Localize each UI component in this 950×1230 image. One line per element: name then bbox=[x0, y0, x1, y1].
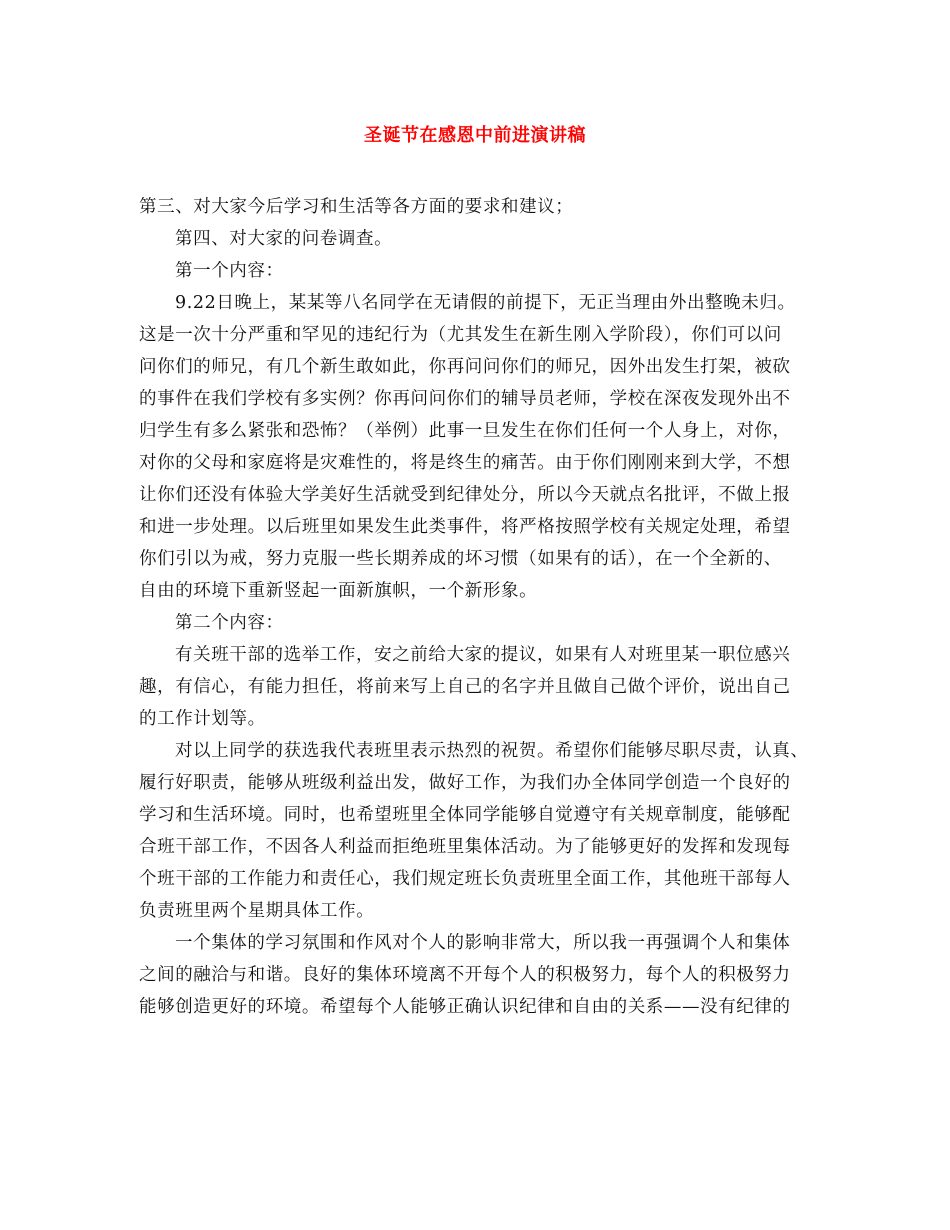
text-line: 问你们的师兄，有几个新生敢如此，你再问问你们的师兄，因外出发生打架，被砍 bbox=[139, 357, 791, 377]
section-heading: 第二个内容： bbox=[175, 613, 284, 633]
text-line: 履行好职责，能够从班级利益出发，做好工作，为我们办全体同学创造一个良好的 bbox=[139, 773, 791, 793]
text-line: 第三、对大家今后学习和生活等各方面的要求和建议； bbox=[139, 197, 574, 217]
text-line: 有关班干部的选举工作，安之前给大家的提议，如果有人对班里某一职位感兴 bbox=[175, 645, 791, 665]
section-heading: 第一个内容： bbox=[175, 261, 284, 281]
text-line: 的工作计划等。 bbox=[139, 709, 266, 729]
text-line: 学习和生活环境。同时，也希望班里全体同学能够自觉遵守有关规章制度，能够配 bbox=[139, 805, 791, 825]
text-line: 让你们还没有体验大学美好生活就受到纪律处分，所以今天就点名批评，不做上报 bbox=[139, 485, 791, 505]
text-line: 的事件在我们学校有多实例？你再问问你们的辅导员老师，学校在深夜发现外出不 bbox=[139, 389, 791, 409]
text-line: 能够创造更好的环境。希望每个人能够正确认识纪律和自由的关系——没有纪律的 bbox=[139, 997, 791, 1017]
text-line: 个班干部的工作能力和责任心，我们规定班长负责班里全面工作，其他班干部每人 bbox=[139, 869, 791, 889]
text-line: 和进一步处理。以后班里如果发生此类事件，将严格按照学校有关规定处理，希望 bbox=[139, 517, 791, 537]
text-line: 你们引以为戒，努力克服一些长期养成的坏习惯（如果有的话），在一个全新的、 bbox=[139, 549, 782, 569]
text-line: 负责班里两个星期具体工作。 bbox=[139, 901, 375, 921]
text-line: 自由的环境下重新竖起一面新旗帜，一个新形象。 bbox=[139, 581, 538, 601]
document-body bbox=[139, 191, 814, 1023]
text-line: 对以上同学的获选我代表班里表示热烈的祝贺。希望你们能够尽职尽责，认真、 bbox=[175, 741, 809, 761]
text-line: 之间的融洽与和谐。良好的集体环境离不开每个人的积极努力，每个人的积极努力 bbox=[139, 965, 791, 985]
text-line: 9.22日晚上，某某等八名同学在无请假的前提下，无正当理由外出整晚未归。 bbox=[175, 293, 796, 313]
text-line: 一个集体的学习氛围和作风对个人的影响非常大，所以我一再强调个人和集体 bbox=[175, 933, 791, 953]
text-line: 对你的父母和家庭将是灾难性的，将是终生的痛苦。由于你们刚刚来到大学，不想 bbox=[139, 453, 791, 473]
text-line: 这是一次十分严重和罕见的违纪行为（尤其发生在新生刚入学阶段），你们可以问 bbox=[139, 325, 782, 345]
text-line: 趣，有信心，有能力担任，将前来写上自己的名字并且做自己做个评价，说出自己 bbox=[139, 677, 791, 697]
text-line: 第四、对大家的问卷调查。 bbox=[175, 229, 393, 249]
document-title: 圣诞节在感恩中前进演讲稿 bbox=[364, 125, 586, 146]
text-line: 归学生有多么紧张和恐怖？（举例）此事一旦发生在你们任何一个人身上，对你， bbox=[139, 421, 791, 441]
text-line: 合班干部工作，不因各人利益而拒绝班里集体活动。为了能够更好的发挥和发现每 bbox=[139, 837, 791, 857]
